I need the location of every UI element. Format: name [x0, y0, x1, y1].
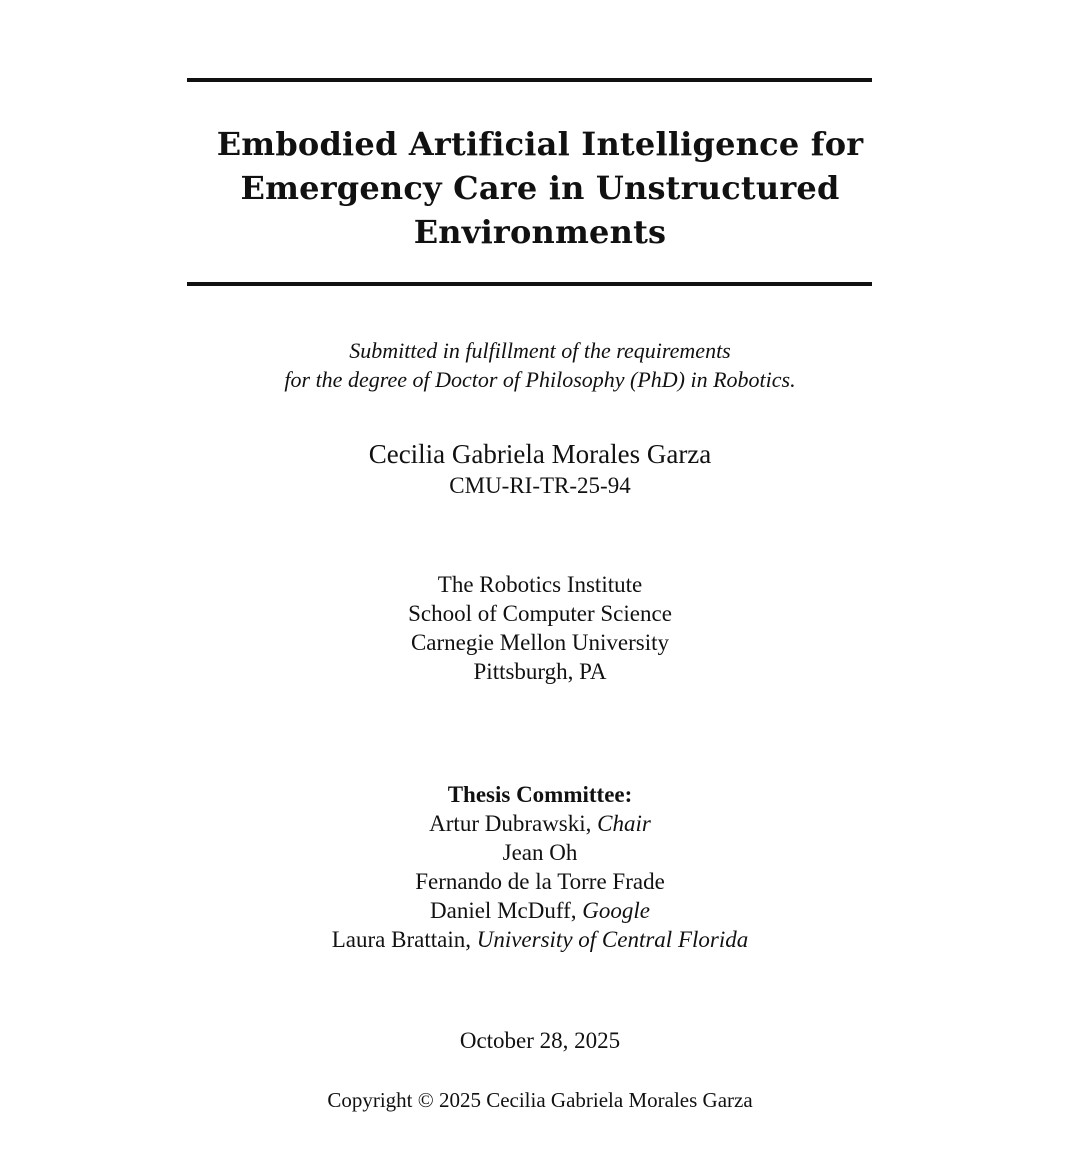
committee-member	[0, 896, 1080, 925]
member-name: Jean Oh	[502, 840, 578, 865]
submission-line-2: for the degree of Doctor of Philosophy (PhD) in Robotics.	[284, 367, 796, 392]
submission-statement	[0, 336, 1080, 394]
copyright-notice: Copyright © 2025 Cecilia Gabriela Morales Garza	[327, 1088, 753, 1112]
title-line-1: Embodied Artificial Intelligence for	[216, 125, 864, 163]
title-line-3: Environments	[413, 213, 667, 251]
member-name: Daniel McDuff	[430, 898, 571, 923]
thesis-title	[0, 122, 1080, 254]
institution-line-4: Pittsburgh, PA	[473, 659, 607, 684]
member-role: Google	[582, 898, 650, 923]
institution-line-1: The Robotics Institute	[437, 572, 643, 597]
top-rule	[187, 78, 872, 82]
committee-member	[0, 838, 1080, 867]
member-name: Artur Dubrawski	[429, 811, 586, 836]
title-line-2: Emergency Care in Unstructured	[240, 169, 840, 207]
institution-line-3: Carnegie Mellon University	[410, 630, 670, 655]
bottom-rule	[187, 282, 872, 286]
thesis-committee	[0, 780, 1080, 954]
member-role: Chair	[597, 811, 651, 836]
member-separator: ,	[585, 811, 598, 836]
member-name: Laura Brattain	[331, 927, 466, 952]
committee-member	[0, 867, 1080, 896]
report-id: CMU-RI-TR-25-94	[449, 473, 631, 498]
committee-member	[0, 809, 1080, 838]
member-separator: ,	[570, 898, 583, 923]
institution-block	[0, 570, 1080, 686]
member-name: Fernando de la Torre Frade	[415, 869, 665, 894]
submission-date: October 28, 2025	[459, 1028, 621, 1053]
committee-heading: Thesis Committee:	[447, 782, 633, 807]
member-role: University of Central Florida	[476, 927, 749, 952]
institution-line-2: School of Computer Science	[408, 601, 672, 626]
author-name: Cecilia Gabriela Morales Garza	[368, 439, 712, 469]
submission-line-1: Submitted in fulfillment of the requirements	[349, 338, 731, 363]
member-separator: ,	[465, 927, 477, 952]
committee-member	[0, 925, 1080, 954]
